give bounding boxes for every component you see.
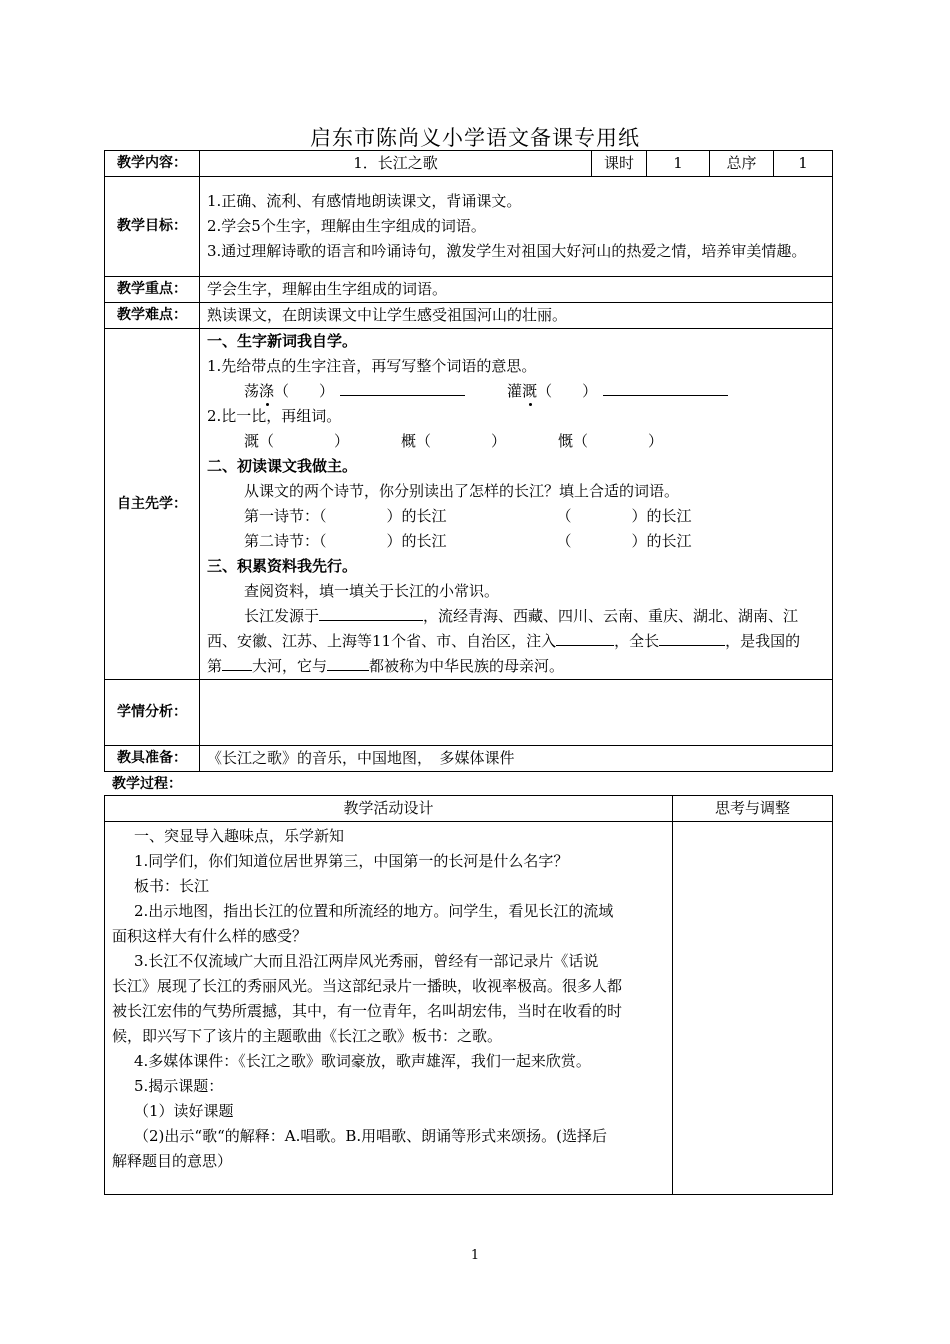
- materials-label: 教具准备：: [105, 746, 200, 772]
- answer-blank: [319, 604, 423, 621]
- question: 1.先给带点的生字注音，再写写整个词语的意思。: [207, 357, 537, 375]
- stanza-item: （ ）的长江: [556, 507, 692, 525]
- objectives-cell: [200, 177, 833, 277]
- fill-text: ，是我国的: [725, 632, 801, 650]
- process-label: 教学过程：: [112, 776, 182, 792]
- process-line: 3.长江不仅流域广大而且沿江两岸风光秀丽，曾经有一部记录片《话说: [134, 952, 599, 970]
- activity-design-cell: [105, 822, 673, 1195]
- process-line: 5.揭示课题：: [134, 1077, 224, 1095]
- pinyin-blank: （ ）: [537, 382, 598, 400]
- process-line: 长江》展现了长江的秀丽风光。当这部纪录片一播映，收视率极高。很多人都: [112, 977, 623, 995]
- answer-blank: [659, 629, 725, 646]
- process-line: 2.出示地图，指出长江的位置和所流经的地方。问学生，看见长江的流域: [134, 902, 614, 920]
- self-study-cell: [200, 329, 833, 680]
- hours-label: 课时: [592, 151, 647, 177]
- question: 2.比一比，再组词。: [207, 407, 342, 425]
- process-line: （1）读好课题: [134, 1102, 234, 1120]
- analysis-value: [200, 680, 833, 746]
- compare-item: 概（ ）: [401, 432, 507, 450]
- lesson-info-table: [104, 150, 833, 772]
- process-line: 1.同学们，你们知道位居世界第三，中国第一的长河是什么名字？: [134, 852, 569, 870]
- stanza-item: 第一诗节：（ ）的长江: [244, 507, 447, 525]
- objective-item: 1.正确、流利、有感情地朗读课文，背诵课文。: [207, 192, 522, 210]
- answer-blank: [327, 654, 369, 671]
- answer-blank: [222, 654, 252, 671]
- reflection-cell: [673, 822, 833, 1195]
- process-line: 4.多媒体课件：《长江之歌》歌词豪放，歌声雄浑，我们一起来欣赏。: [134, 1052, 591, 1070]
- compare-row: [207, 429, 825, 454]
- word-char: 荡: [244, 382, 260, 400]
- fill-row: [207, 629, 825, 654]
- stanza-item: （ ）的长江: [556, 532, 692, 550]
- activity-design-header: 教学活动设计: [105, 796, 673, 822]
- total-value: 1: [774, 151, 833, 177]
- reflection-header: 思考与调整: [673, 796, 833, 822]
- objectives-label: 教学目标：: [105, 177, 200, 277]
- self-study-label: 自主先学：: [105, 329, 200, 680]
- compare-item: 慨（ ）: [558, 432, 664, 450]
- focus-value: 学会生字，理解由生字组成的词语。: [200, 277, 833, 303]
- fill-text: 大河，它与: [252, 657, 328, 675]
- fill-text: ，流经青海、西藏、四川、云南、重庆、湖北、湖南、江: [423, 607, 799, 625]
- page-number: 1: [470, 1248, 480, 1263]
- content-label: 教学内容：: [105, 151, 200, 177]
- fill-text: 都被称为中华民族的母亲河。: [369, 657, 565, 675]
- process-line: 被长江宏伟的气势所震撼，其中，有一位青年，名叫胡宏伟，当时在收看的时: [112, 1002, 623, 1020]
- pinyin-blank: （ ）: [274, 382, 335, 400]
- fill-text: 第: [207, 657, 223, 675]
- section-title: 一、生字新词我自学。: [207, 332, 358, 350]
- section-title: 三、积累资料我先行。: [207, 557, 358, 575]
- question: 从课文的两个诗节，你分别读出了怎样的长江？填上合适的词语。: [244, 482, 680, 500]
- process-line: 面积这样大有什么样的感受？: [112, 927, 308, 945]
- fill-text: 西、安徽、江苏、上海等11个省、市、自治区，注入: [207, 632, 557, 650]
- materials-value: 《长江之歌》的音乐，中国地图， 多媒体课件: [200, 746, 833, 772]
- objective-item: 3.通过理解诗歌的语言和吟诵诗句，激发学生对祖国大好河山的热爱之情，培养审美情趣。: [207, 242, 807, 260]
- dotted-char: 溉: [522, 382, 538, 400]
- dotted-char: 涤: [259, 382, 275, 400]
- answer-blank: [340, 379, 465, 396]
- total-label: 总序: [710, 151, 774, 177]
- question: 查阅资料，填一填关于长江的小常识。: [244, 582, 500, 600]
- fill-row: [207, 654, 825, 679]
- hours-value: 1: [647, 151, 710, 177]
- process-line: （2)出示“歌“的解释：A.唱歌。B.用唱歌、朗诵等形式来颂扬。(选择后: [134, 1127, 607, 1145]
- word-notation-row: [207, 379, 825, 404]
- fill-row: [207, 604, 825, 629]
- objective-item: 2.学会5个生字，理解由生字组成的词语。: [207, 217, 486, 235]
- compare-item: 溉（ ）: [244, 432, 350, 450]
- word-char: 灌: [507, 382, 523, 400]
- process-line: 候，即兴写下了该片的主题歌曲《长江之歌》板书：之歌。: [112, 1027, 503, 1045]
- difficulty-value: 熟读课文，在朗读课文中让学生感受祖国河山的壮丽。: [200, 303, 833, 329]
- answer-blank: [603, 379, 728, 396]
- answer-blank: [556, 629, 614, 646]
- stanza-item: 第二诗节：（ ）的长江: [244, 532, 447, 550]
- process-line: 一、突显导入趣味点，乐学新知: [134, 827, 345, 845]
- section-title: 二、初读课文我做主。: [207, 457, 358, 475]
- process-line: 解释题目的意思）: [112, 1152, 233, 1170]
- difficulty-label: 教学难点：: [105, 303, 200, 329]
- focus-label: 教学重点：: [105, 277, 200, 303]
- process-table: [104, 795, 833, 1195]
- fill-text: 长江发源于: [244, 607, 320, 625]
- stanza-row: [207, 529, 825, 554]
- content-value: 1．长江之歌: [200, 151, 592, 177]
- process-line: 板书：长江: [134, 877, 210, 895]
- page-title: 启东市陈尚义小学语文备课专用纸: [310, 126, 640, 150]
- fill-text: ，全长: [614, 632, 660, 650]
- analysis-label: 学情分析：: [105, 680, 200, 746]
- stanza-row: [207, 504, 825, 529]
